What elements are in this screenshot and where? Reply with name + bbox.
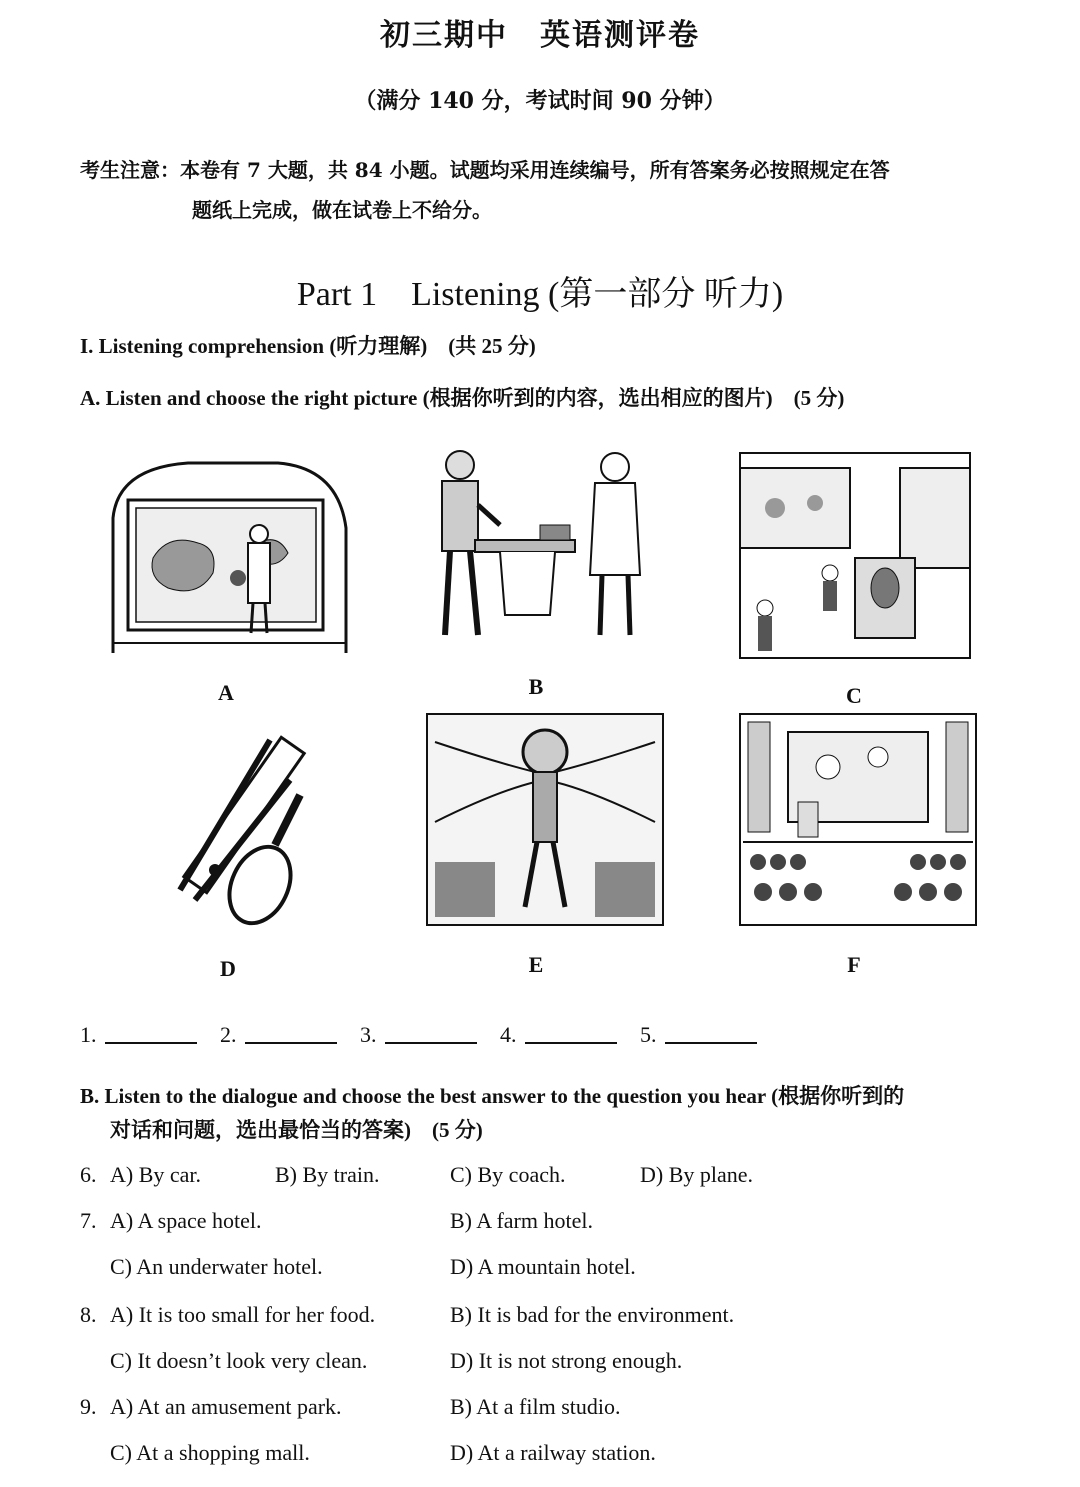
exam-title: 初三期中 英语测评卷	[380, 18, 700, 53]
question-6-option-a[interactable]: A) By car.	[110, 1162, 202, 1187]
section-A-heading: A. Listen and choose the right picture (根据你听到的内容，选出相应的图片) (5 分)	[80, 386, 845, 410]
answer-blanks-row	[80, 1022, 775, 1048]
weather-forecast-map-icon	[108, 448, 348, 663]
question-7-option-c[interactable]: C) An underwater hotel.	[110, 1254, 323, 1279]
blank-number-4: 4.	[500, 1022, 517, 1047]
question-8-option-b[interactable]: B) It is bad for the environment.	[450, 1302, 735, 1327]
chopsticks-spoon-icon	[120, 720, 360, 935]
picture-d	[120, 720, 360, 939]
picture-e	[425, 712, 665, 931]
answer-blank-3[interactable]	[360, 1022, 477, 1047]
answer-blank-1[interactable]	[80, 1022, 197, 1047]
notice-line-2: 题纸上完成，做在试卷上不给分。	[192, 198, 492, 222]
section-B-heading-line-1: B. Listen to the dialogue and choose the best answer to the question you hear (根据你听到的	[80, 1084, 905, 1108]
picture-label-d: D	[220, 956, 236, 981]
section-I-heading: I. Listening comprehension (听力理解) (共 25 分)	[80, 334, 536, 358]
question-9-option-a[interactable]: A) At an amusement park.	[110, 1394, 342, 1419]
blank-number-1: 1.	[80, 1022, 97, 1047]
question-6-option-b[interactable]: B) By train.	[275, 1162, 380, 1187]
picture-f	[738, 712, 978, 931]
question-7-number: 7.	[80, 1208, 97, 1233]
question-9-number: 9.	[80, 1394, 97, 1419]
picture-label-c: C	[846, 683, 862, 708]
picture-b	[420, 445, 660, 664]
part-title: Part 1 Listening (第一部分 听力)	[296, 276, 784, 313]
question-8-option-c[interactable]: C) It doesn’t look very clean.	[110, 1348, 368, 1373]
picture-label-b: B	[528, 674, 544, 699]
notice-line-1: 考生注意：本卷有 7 大题，共 84 小题。试题均采用连续编号，所有答案务必按照规定在答	[80, 158, 890, 182]
answer-blank-4[interactable]	[500, 1022, 617, 1047]
exam-subtitle: （满分 140 分，考试时间 90 分钟）	[354, 88, 726, 114]
question-9-option-d[interactable]: D) At a railway station.	[450, 1440, 656, 1465]
museum-exhibition-icon	[735, 448, 975, 663]
exam-notice	[80, 150, 1040, 230]
blank-number-5: 5.	[640, 1022, 657, 1047]
question-6-number: 6.	[80, 1162, 97, 1187]
picture-label-f: F	[847, 952, 861, 977]
question-7-option-b[interactable]: B) A farm hotel.	[450, 1208, 593, 1233]
question-9-option-b[interactable]: B) At a film studio.	[450, 1394, 621, 1419]
question-7-option-d[interactable]: D) A mountain hotel.	[450, 1254, 636, 1279]
question-9-option-c[interactable]: C) At a shopping mall.	[110, 1440, 310, 1465]
question-8-number: 8.	[80, 1302, 97, 1327]
robot-cooking-icon	[420, 445, 660, 660]
section-B-heading-line-2: 对话和问题，选出最恰当的答案) (5 分)	[110, 1118, 483, 1142]
question-8-option-a[interactable]: A) It is too small for her food.	[110, 1302, 376, 1327]
picture-c	[735, 448, 975, 667]
picture-label-a: A	[218, 680, 234, 705]
dragonfly-robot-icon	[425, 712, 665, 927]
answer-blank-2[interactable]	[220, 1022, 337, 1047]
blank-number-2: 2.	[220, 1022, 237, 1047]
question-6-option-d[interactable]: D) By plane.	[640, 1162, 754, 1187]
picture-a	[108, 448, 348, 667]
blank-number-3: 3.	[360, 1022, 377, 1047]
question-6-option-c[interactable]: C) By coach.	[450, 1162, 566, 1187]
question-7-option-a[interactable]: A) A space hotel.	[110, 1208, 262, 1233]
science-lecture-hall-icon	[738, 712, 978, 927]
picture-label-e: E	[528, 952, 544, 977]
answer-blank-5[interactable]	[640, 1022, 757, 1047]
question-8-option-d[interactable]: D) It is not strong enough.	[450, 1348, 683, 1373]
